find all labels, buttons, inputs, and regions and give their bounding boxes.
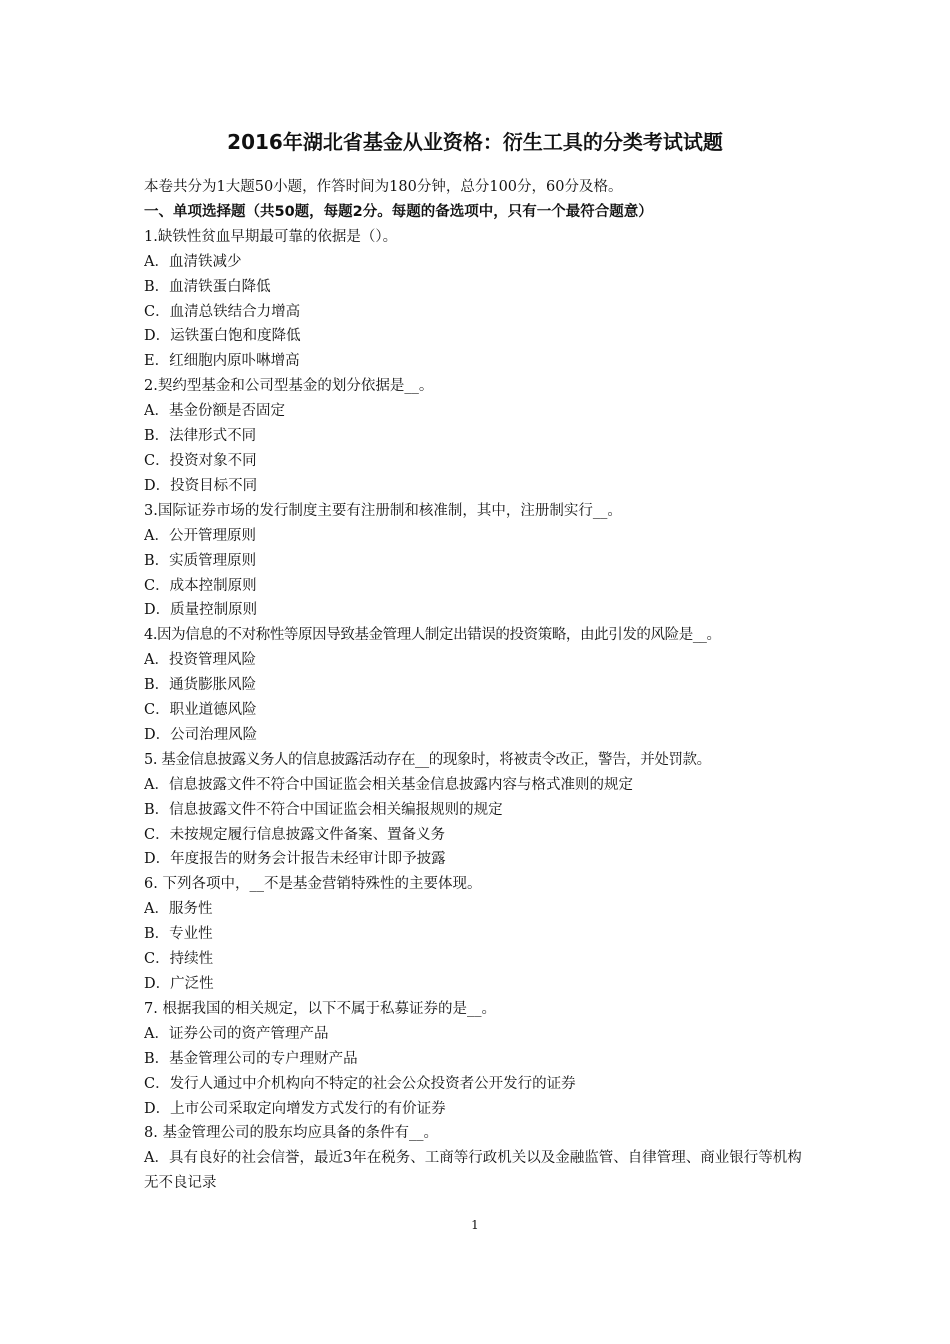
- option: D．广泛性: [144, 976, 214, 992]
- option: B．基金管理公司的专户理财产品: [144, 1050, 358, 1067]
- question-stem: 3.国际证券市场的发行制度主要有注册制和核准制，其中，注册制实行__。: [144, 502, 622, 519]
- option: B．法律形式不同: [144, 428, 257, 445]
- option: A．服务性: [144, 901, 213, 918]
- question-stem: 8. 基金管理公司的股东均应具备的条件有__。: [144, 1125, 438, 1142]
- page-title: 2016年湖北省基金从业资格：衍生工具的分类考试试题: [227, 130, 723, 154]
- option: C．职业道德风险: [144, 702, 257, 719]
- option: D．投资目标不同: [144, 477, 258, 494]
- question-stem: 1.缺铁性贫血早期最可靠的依据是（）。: [144, 228, 398, 245]
- page-number: 1: [471, 1218, 479, 1232]
- option: C．发行人通过中介机构向不特定的社会公众投资者公开发行的证券: [144, 1075, 576, 1092]
- option: D．上市公司采取定向增发方式发行的有价证券: [144, 1100, 446, 1117]
- option: A．基金份额是否固定: [144, 403, 285, 420]
- option: A．证券公司的资产管理产品: [144, 1025, 329, 1042]
- option: C．持续性: [144, 951, 214, 968]
- option: C．未按规定履行信息披露文件备案、置备义务: [144, 826, 446, 843]
- option: C．血清总铁结合力增高: [144, 303, 301, 320]
- option: A．血清铁减少: [144, 253, 242, 270]
- question-stem: 4.因为信息的不对称性等原因导致基金管理人制定出错误的投资策略，由此引发的风险是__。: [144, 627, 721, 644]
- option: B．血清铁蛋白降低: [144, 278, 271, 295]
- option: B．实质管理原则: [144, 552, 257, 569]
- option: A．信息披露文件不符合中国证监会相关基金信息披露内容与格式准则的规定: [144, 776, 633, 793]
- option: A．公开管理原则: [144, 527, 256, 544]
- option: B．专业性: [144, 926, 213, 943]
- option: C．成本控制原则: [144, 577, 257, 594]
- question-stem: 5. 基金信息披露义务人的信息披露活动存在__的现象时，将被责令改正，警告，并处罚款。: [144, 751, 711, 768]
- option: B．通货膨胀风险: [144, 677, 257, 694]
- option: D．公司治理风险: [144, 726, 258, 743]
- option: D．运铁蛋白饱和度降低: [144, 328, 301, 345]
- question-stem: 7. 根据我国的相关规定，以下不属于私募证券的是__。: [144, 1000, 496, 1017]
- option: D．质量控制原则: [144, 602, 258, 619]
- option: C．投资对象不同: [144, 452, 257, 469]
- option: A．投资管理风险: [144, 652, 256, 669]
- question-stem: 2.契约型基金和公司型基金的划分依据是__。: [144, 378, 434, 395]
- section-heading: 一、单项选择题（共50题，每题2分。每题的备选项中，只有一个最符合题意）: [144, 203, 653, 220]
- option: D．年度报告的财务会计报告未经审计即予披露: [144, 851, 446, 868]
- intro-text: 本卷共分为1大题50小题，作答时间为180分钟，总分100分，60分及格。: [144, 179, 623, 195]
- option: B．信息披露文件不符合中国证监会相关编报规则的规定: [144, 801, 503, 818]
- document-body: [144, 175, 824, 1196]
- option: E．红细胞内原卟啉增高: [144, 353, 300, 370]
- option: A．具有良好的社会信誉，最近3年在税务、工商等行政机关以及金融监管、自律管理、商业银行等机构无不良记录: [144, 1150, 802, 1192]
- question-stem: 6. 下列各项中，__不是基金营销特殊性的主要体现。: [144, 876, 482, 893]
